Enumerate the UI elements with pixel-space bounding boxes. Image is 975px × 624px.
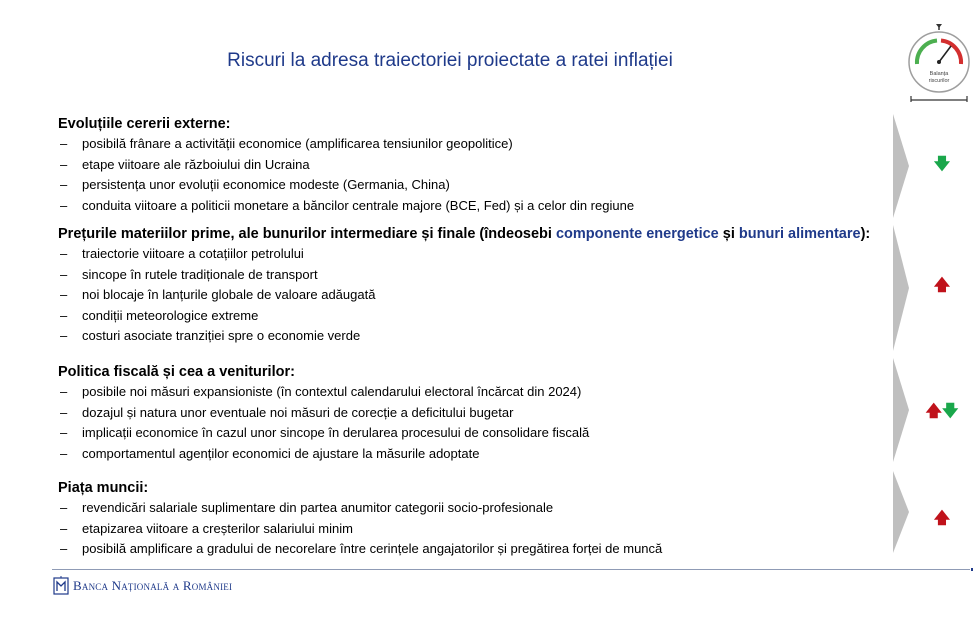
- bullet-dash: –: [60, 307, 68, 323]
- list-item-text: noi blocaje în lanțurile globale de valoare adăugată: [82, 287, 376, 302]
- slide-title: Riscuri la adresa traiectoriei proiectate a ratei inflației: [227, 50, 673, 71]
- arrow-down-icon: 🡇: [942, 403, 959, 420]
- risk-gauge-icon: [906, 24, 972, 102]
- footer-accent-mark: [971, 568, 973, 571]
- list-item-text: etape viitoare ale războiului din Ucraina: [82, 156, 310, 172]
- gauge-label-line2: riscurilor: [928, 78, 950, 84]
- section-labour-market: [58, 478, 898, 560]
- chevron-right-icon: [893, 225, 909, 351]
- bullet-dash: –: [60, 246, 68, 261]
- list-item-text: posibilă frânare a activității economice (amplificarea tensiunilor geopolitice): [82, 136, 513, 151]
- bullet-dash: –: [60, 425, 68, 440]
- list-item-text: implicații economice în cazul unor sincope în derularea procesului de consolidare fiscală: [82, 425, 590, 440]
- list-item: [58, 444, 898, 465]
- footer-divider: [52, 569, 970, 570]
- list-item-text: posibilă amplificare a gradului de necorelare între cerințele angajatorilor și pregătirea forței de muncă: [82, 541, 663, 556]
- list-item-text: comportamentul agenților economici de ajustare la măsurile adoptate: [82, 445, 480, 461]
- list-item: [58, 519, 898, 540]
- bullet-dash: –: [60, 287, 68, 302]
- gauge-label-line1: Balanța: [929, 71, 949, 77]
- risk-arrow-fiscal-policy: [924, 400, 960, 427]
- list-item: [58, 498, 898, 519]
- chevron-right-icon: [893, 114, 909, 218]
- list-item-text: traiectorie viitoare a cotațiilor petrolului: [82, 246, 304, 261]
- list-item: [58, 326, 898, 347]
- list-item: [58, 285, 898, 306]
- section-external-demand: [58, 114, 898, 216]
- arrow-up-icon: 🡅: [925, 403, 942, 420]
- section-heading: Piața muncii:: [58, 480, 149, 496]
- bullet-dash: –: [60, 500, 68, 515]
- section-heading: Politica fiscală și cea a veniturilor:: [58, 364, 295, 380]
- list-item: [58, 539, 898, 560]
- bullet-dash: –: [60, 266, 68, 282]
- list-item: [58, 134, 898, 155]
- bullet-list: [58, 134, 898, 216]
- section-commodity-prices: [58, 224, 898, 347]
- list-item: [58, 265, 898, 286]
- section-heading: Evoluțiile cererii externe:: [58, 116, 231, 132]
- risk-arrow-labour-market: [924, 507, 960, 534]
- heading-suffix: ):: [860, 226, 871, 242]
- bullet-dash: –: [60, 404, 68, 420]
- list-item: [58, 423, 898, 444]
- heading-prefix: Prețurile materiilor prime, ale bunurilor intermediare și finale (îndeosebi: [58, 226, 556, 242]
- heading-highlight-food: bunuri alimentare: [738, 226, 861, 242]
- bullet-dash: –: [60, 520, 68, 536]
- list-item-text: conduita viitoare a politicii monetare a băncilor centrale majore (BCE, Fed) și a celor din regiune: [82, 197, 635, 213]
- list-item: [58, 382, 898, 403]
- arrow-down-icon: 🡇: [933, 156, 951, 173]
- bullet-dash: –: [60, 197, 68, 213]
- list-item: [58, 175, 898, 196]
- bullet-dash: –: [60, 177, 68, 192]
- list-item: [58, 155, 898, 176]
- risk-arrow-external-demand: [924, 153, 960, 180]
- list-item: [58, 306, 898, 327]
- heading-highlight-energy: componente energetice: [555, 226, 719, 242]
- list-item: [58, 196, 898, 217]
- chevron-right-icon: [893, 358, 909, 462]
- list-item-text: sincope în rutele tradiționale de transport: [82, 266, 318, 282]
- list-item-text: revendicări salariale suplimentare din partea anumitor categorii socio-profesionale: [82, 500, 554, 515]
- footer-logo: [52, 576, 232, 596]
- list-item: [58, 403, 898, 424]
- section-fiscal-policy: [58, 362, 898, 464]
- bnr-logo-icon: [52, 576, 70, 596]
- arrow-up-icon: 🡅: [933, 277, 951, 294]
- heading-mid: și: [718, 226, 739, 242]
- list-item-text: persistența unor evoluții economice modeste (Germania, China): [82, 177, 450, 192]
- bullet-list: [58, 244, 898, 347]
- risk-arrow-commodity-prices: [924, 274, 960, 301]
- bank-name: Banca Națională a României: [73, 578, 233, 593]
- chevron-right-icon: [893, 471, 909, 553]
- list-item-text: etapizarea viitoare a creșterilor salariului minim: [82, 520, 353, 536]
- list-item-text: posibile noi măsuri expansioniste (în contextul calendarului electoral încărcat din 2024): [82, 384, 582, 399]
- bullet-dash: –: [60, 156, 68, 172]
- bullet-dash: –: [60, 541, 68, 556]
- bullet-dash: –: [60, 384, 68, 399]
- bullet-dash: –: [60, 328, 68, 343]
- bullet-list: [58, 382, 898, 464]
- list-item: [58, 244, 898, 265]
- bullet-dash: –: [60, 136, 68, 151]
- bullet-list: [58, 498, 898, 560]
- bullet-dash: –: [60, 445, 68, 461]
- list-item-text: costuri asociate tranziției spre o economie verde: [82, 328, 361, 343]
- arrow-up-icon: 🡅: [933, 510, 951, 527]
- list-item-text: condiții meteorologice extreme: [82, 307, 259, 323]
- section-heading: [58, 224, 898, 244]
- list-item-text: dozajul și natura unor eventuale noi măsuri de corecție a deficitului bugetar: [82, 404, 514, 420]
